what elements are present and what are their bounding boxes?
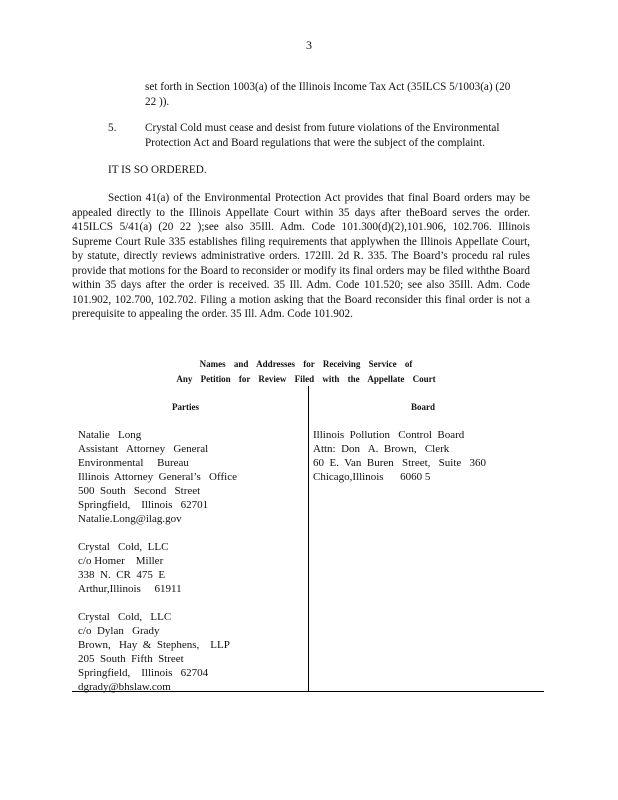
address-line: 338 N. CR 475 E xyxy=(78,569,166,581)
service-heading-line-2: Any Petition for Review Filed with the Appellate Court xyxy=(176,374,436,384)
service-heading-line-1: Names and Addresses for Receiving Service of xyxy=(199,359,413,369)
order-item-5-number: 5. xyxy=(108,122,117,134)
address-line: Springfield, Illinois 62701 xyxy=(78,499,209,511)
address-line: Crystal Cold, LLC xyxy=(78,541,169,553)
party-address-crystal-cold-miller xyxy=(78,540,182,596)
address-line: Illinois Attorney General’s Office xyxy=(78,471,237,483)
appeal-rights-paragraph: Section 41(a) of the Environmental Protection Act provides that final Board orders may be appealed directly to the Illinois Appellate Court within 35 days after theBoard serves the order. 415ILCS 5/41(a) (20 22 );see also 35Ill. Adm. Code 101.300(d)(2),101.906, 102.706. Illinois Supreme Court Rule 335 establishes filing requirements that applywhen the Illinois Appellate Court, by statute, directly reviews administrative orders. 172Ill. 2d R. 335. The Board’s procedu ral rules provide that motions for the Board to reconsider or modify its final orders may be filed withthe Board within 35 days after the order is received. 35 Ill. Adm. Code 101.520; see also 35Ill. Adm. Code 101.902, 102.700, 102.702. Filing a motion asking that the Board reconsider this final order is not a prerequisite to appealing the order. 35 Ill. Adm. Code 101.902. xyxy=(72,192,530,320)
party-address-crystal-cold-grady xyxy=(78,610,230,694)
so-ordered: IT IS SO ORDERED. xyxy=(108,164,207,176)
address-line: Springfield, Illinois 62704 xyxy=(78,667,209,679)
service-table-heading xyxy=(120,357,492,387)
address-line: Natalie Long xyxy=(78,429,142,441)
address-line: Attn: Don A. Brown, Clerk xyxy=(313,443,450,455)
address-line: c/o Homer Miller xyxy=(78,555,164,567)
board-address xyxy=(313,428,486,484)
address-line: 205 South Fifth Street xyxy=(78,653,184,665)
order-item-1-continuation: set forth in Section 1003(a) of the Illinois Income Tax Act (35ILCS 5/1003(a) (20 22 )). xyxy=(145,81,511,108)
address-line: Illinois Pollution Control Board xyxy=(313,429,465,441)
order-item-5-text: Crystal Cold must cease and desist from future violations of the Environmental Protection Act and Board regulations that were the subject of the complaint. xyxy=(145,122,500,149)
address-line: 500 South Second Street xyxy=(78,485,201,497)
address-line: 60 E. Van Buren Street, Suite 360 xyxy=(313,457,487,469)
email-address: dgrady@bhslaw.com xyxy=(78,681,171,693)
email-address: Natalie.Long@ilag.gov xyxy=(78,513,182,525)
board-column-header: Board xyxy=(411,402,436,412)
address-line: Environmental Bureau xyxy=(78,457,189,469)
column-divider xyxy=(308,386,309,692)
address-line: Arthur,Illinois 61911 xyxy=(78,583,182,595)
address-line: Chicago,Illinois 6060 5 xyxy=(313,471,431,483)
address-line: Crystal Cold, LLC xyxy=(78,611,172,623)
party-address-attorney-general xyxy=(78,428,237,526)
page-number: 3 xyxy=(306,38,312,52)
parties-column-header: Parties xyxy=(172,402,199,412)
address-line: Assistant Attorney General xyxy=(78,443,209,455)
address-line: c/o Dylan Grady xyxy=(78,625,160,637)
address-line: Brown, Hay & Stephens, LLP xyxy=(78,639,230,651)
